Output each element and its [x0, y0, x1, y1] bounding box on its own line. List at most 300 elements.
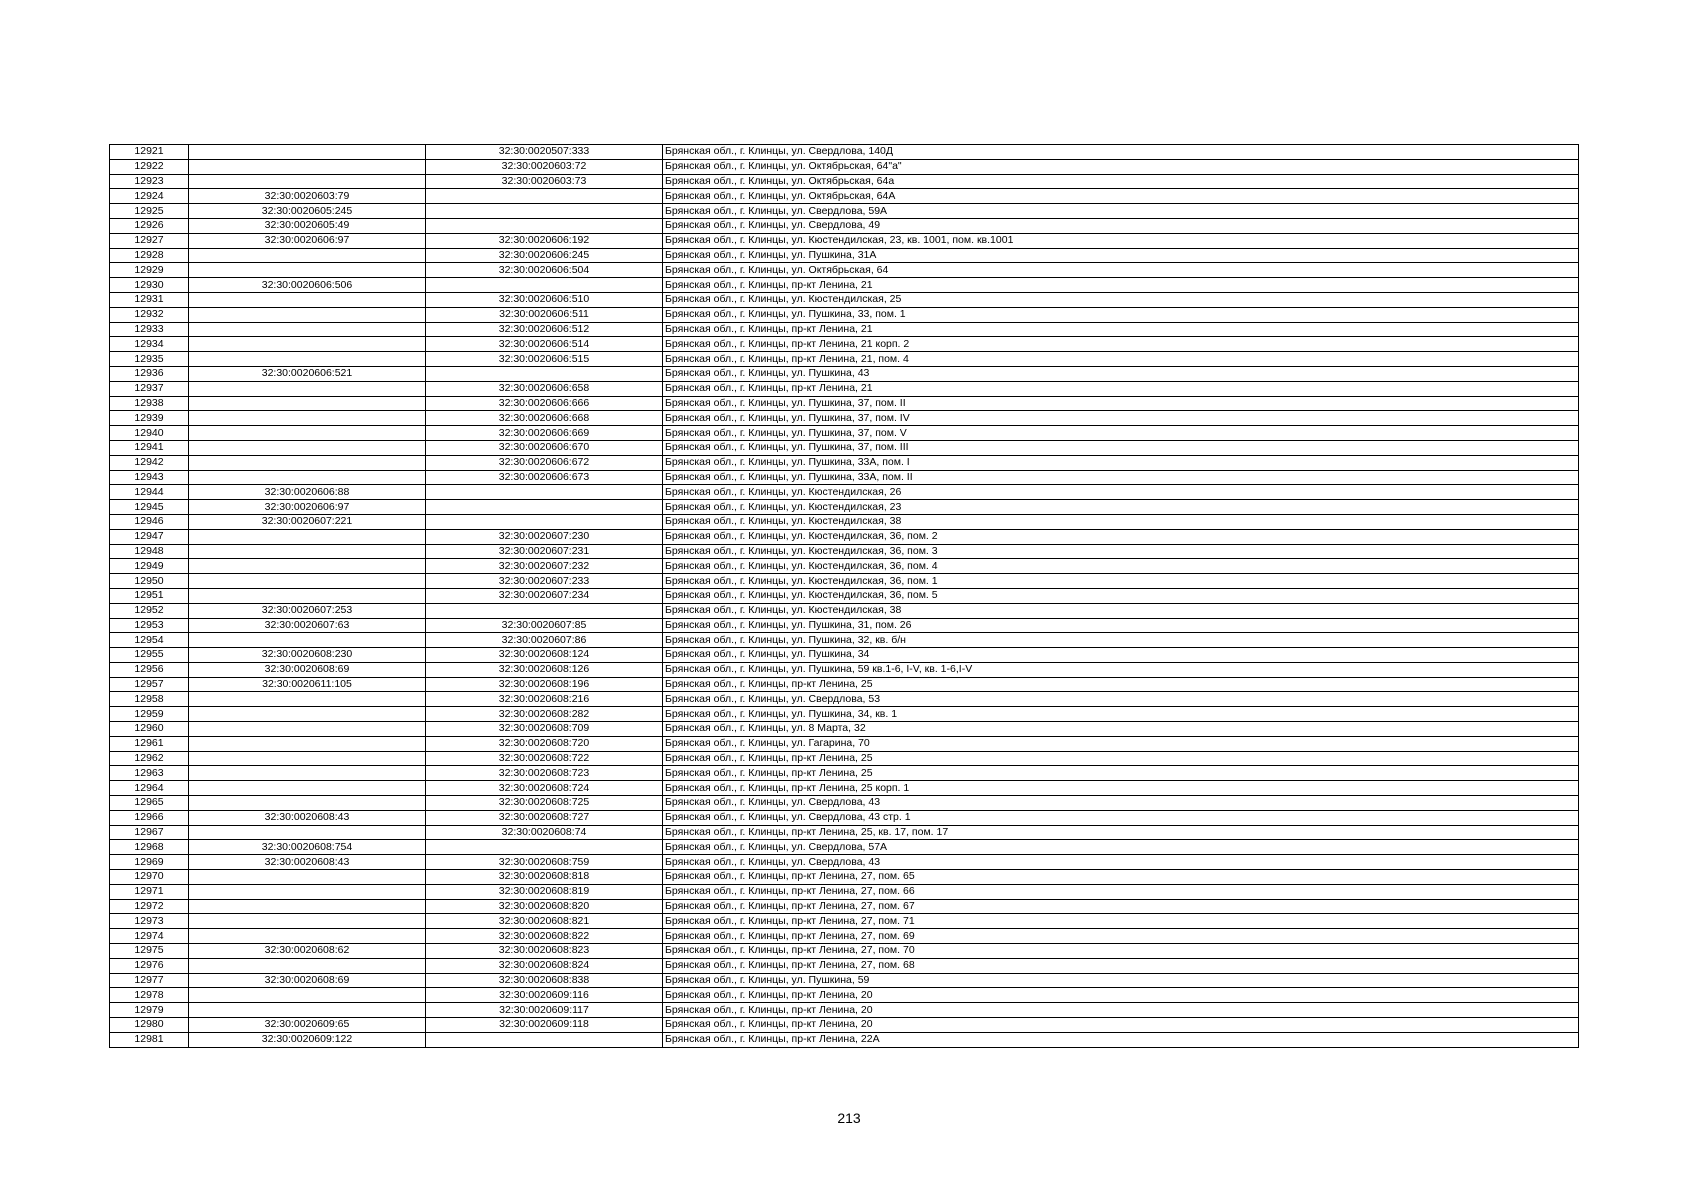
address-cell: Брянская обл., г. Клинцы, пр-кт Ленина, 27, пом. 67	[663, 899, 1579, 914]
cadastral-number-cell	[189, 263, 426, 278]
row-number-cell: 12927	[110, 233, 189, 248]
address-cell: Брянская обл., г. Клинцы, ул. Кюстендилская, 36, пом. 1	[663, 574, 1579, 589]
cadastral-number-cell: 32:30:0020611:105	[189, 677, 426, 692]
table-row	[110, 766, 1579, 781]
object-cadastral-number-cell: 32:30:0020607:85	[426, 618, 663, 633]
row-number-cell: 12958	[110, 692, 189, 707]
address-cell: Брянская обл., г. Клинцы, ул. Свердлова, 43 стр. 1	[663, 810, 1579, 825]
table-row	[110, 559, 1579, 574]
address-cell: Брянская обл., г. Клинцы, пр-кт Ленина, 27, пом. 68	[663, 958, 1579, 973]
row-number-cell: 12959	[110, 707, 189, 722]
table-row	[110, 736, 1579, 751]
table-row	[110, 263, 1579, 278]
object-cadastral-number-cell: 32:30:0020606:514	[426, 337, 663, 352]
cadastral-number-cell	[189, 307, 426, 322]
address-cell: Брянская обл., г. Клинцы, ул. Кюстендилская, 36, пом. 4	[663, 559, 1579, 574]
row-number-cell: 12921	[110, 145, 189, 160]
row-number-cell: 12951	[110, 588, 189, 603]
table-row	[110, 159, 1579, 174]
table-row	[110, 677, 1579, 692]
object-cadastral-number-cell: 32:30:0020608:724	[426, 781, 663, 796]
address-cell: Брянская обл., г. Клинцы, ул. 8 Марта, 32	[663, 722, 1579, 737]
object-cadastral-number-cell: 32:30:0020606:668	[426, 411, 663, 426]
table-row	[110, 944, 1579, 959]
registry-table	[109, 144, 1579, 1048]
address-cell: Брянская обл., г. Клинцы, ул. Пушкина, 31, пом. 26	[663, 618, 1579, 633]
object-cadastral-number-cell: 32:30:0020608:819	[426, 884, 663, 899]
table-row	[110, 544, 1579, 559]
cadastral-number-cell: 32:30:0020608:230	[189, 648, 426, 663]
cadastral-number-cell	[189, 559, 426, 574]
table-row	[110, 485, 1579, 500]
object-cadastral-number-cell: 32:30:0020607:86	[426, 633, 663, 648]
table-row	[110, 204, 1579, 219]
address-cell: Брянская обл., г. Клинцы, ул. Пушкина, 34, кв. 1	[663, 707, 1579, 722]
row-number-cell: 12934	[110, 337, 189, 352]
row-number-cell: 12938	[110, 396, 189, 411]
object-cadastral-number-cell: 32:30:0020608:823	[426, 944, 663, 959]
address-cell: Брянская обл., г. Клинцы, пр-кт Ленина, 21 корп. 2	[663, 337, 1579, 352]
cadastral-number-cell	[189, 574, 426, 589]
row-number-cell: 12935	[110, 352, 189, 367]
cadastral-number-cell	[189, 292, 426, 307]
row-number-cell: 12925	[110, 204, 189, 219]
address-cell: Брянская обл., г. Клинцы, ул. Свердлова, 57А	[663, 840, 1579, 855]
object-cadastral-number-cell	[426, 603, 663, 618]
table-row	[110, 781, 1579, 796]
cadastral-number-cell	[189, 322, 426, 337]
object-cadastral-number-cell: 32:30:0020608:124	[426, 648, 663, 663]
address-cell: Брянская обл., г. Клинцы, пр-кт Ленина, 21	[663, 278, 1579, 293]
object-cadastral-number-cell	[426, 366, 663, 381]
cadastral-number-cell	[189, 529, 426, 544]
row-number-cell: 12933	[110, 322, 189, 337]
cadastral-number-cell	[189, 145, 426, 160]
address-cell: Брянская обл., г. Клинцы, ул. Кюстендилская, 38	[663, 514, 1579, 529]
cadastral-number-cell: 32:30:0020606:506	[189, 278, 426, 293]
cadastral-number-cell	[189, 1003, 426, 1018]
address-cell: Брянская обл., г. Клинцы, ул. Пушкина, 34	[663, 648, 1579, 663]
table-row	[110, 988, 1579, 1003]
cadastral-number-cell	[189, 958, 426, 973]
table-row	[110, 470, 1579, 485]
row-number-cell: 12976	[110, 958, 189, 973]
cadastral-number-cell	[189, 825, 426, 840]
address-cell: Брянская обл., г. Клинцы, ул. Свердлова, 140Д	[663, 145, 1579, 160]
row-number-cell: 12929	[110, 263, 189, 278]
row-number-cell: 12967	[110, 825, 189, 840]
object-cadastral-number-cell: 32:30:0020608:725	[426, 796, 663, 811]
address-cell: Брянская обл., г. Клинцы, ул. Пушкина, 33, пом. 1	[663, 307, 1579, 322]
cadastral-number-cell: 32:30:0020606:521	[189, 366, 426, 381]
cadastral-number-cell	[189, 914, 426, 929]
object-cadastral-number-cell: 32:30:0020608:722	[426, 751, 663, 766]
row-number-cell: 12968	[110, 840, 189, 855]
table-row	[110, 529, 1579, 544]
cadastral-number-cell	[189, 440, 426, 455]
table-row	[110, 145, 1579, 160]
row-number-cell: 12950	[110, 574, 189, 589]
row-number-cell: 12948	[110, 544, 189, 559]
object-cadastral-number-cell: 32:30:0020606:504	[426, 263, 663, 278]
address-cell: Брянская обл., г. Клинцы, ул. Октябрьская, 64"а"	[663, 159, 1579, 174]
address-cell: Брянская обл., г. Клинцы, ул. Кюстендилская, 26	[663, 485, 1579, 500]
row-number-cell: 12930	[110, 278, 189, 293]
table-row	[110, 751, 1579, 766]
cadastral-number-cell: 32:30:0020608:43	[189, 855, 426, 870]
address-cell: Брянская обл., г. Клинцы, ул. Пушкина, 31А	[663, 248, 1579, 263]
address-cell: Брянская обл., г. Клинцы, пр-кт Ленина, 20	[663, 1003, 1579, 1018]
object-cadastral-number-cell: 32:30:0020606:192	[426, 233, 663, 248]
table-row	[110, 440, 1579, 455]
cadastral-number-cell: 32:30:0020607:253	[189, 603, 426, 618]
cadastral-number-cell	[189, 870, 426, 885]
cadastral-number-cell	[189, 248, 426, 263]
row-number-cell: 12973	[110, 914, 189, 929]
cadastral-number-cell: 32:30:0020608:69	[189, 973, 426, 988]
cadastral-number-cell	[189, 352, 426, 367]
object-cadastral-number-cell: 32:30:0020608:282	[426, 707, 663, 722]
cadastral-number-cell	[189, 544, 426, 559]
address-cell: Брянская обл., г. Клинцы, пр-кт Ленина, 27, пом. 70	[663, 944, 1579, 959]
cadastral-number-cell	[189, 411, 426, 426]
object-cadastral-number-cell	[426, 514, 663, 529]
table-row	[110, 233, 1579, 248]
object-cadastral-number-cell: 32:30:0020607:231	[426, 544, 663, 559]
row-number-cell: 12923	[110, 174, 189, 189]
cadastral-number-cell	[189, 337, 426, 352]
cadastral-number-cell	[189, 381, 426, 396]
row-number-cell: 12970	[110, 870, 189, 885]
object-cadastral-number-cell: 32:30:0020608:727	[426, 810, 663, 825]
table-row	[110, 588, 1579, 603]
table-row	[110, 722, 1579, 737]
address-cell: Брянская обл., г. Клинцы, ул. Пушкина, 33А, пом. I	[663, 455, 1579, 470]
table-row	[110, 825, 1579, 840]
address-cell: Брянская обл., г. Клинцы, пр-кт Ленина, 25, кв. 17, пом. 17	[663, 825, 1579, 840]
address-cell: Брянская обл., г. Клинцы, ул. Пушкина, 32, кв. б/н	[663, 633, 1579, 648]
row-number-cell: 12955	[110, 648, 189, 663]
address-cell: Брянская обл., г. Клинцы, ул. Свердлова, 53	[663, 692, 1579, 707]
object-cadastral-number-cell: 32:30:0020608:818	[426, 870, 663, 885]
address-cell: Брянская обл., г. Клинцы, пр-кт Ленина, 21	[663, 322, 1579, 337]
object-cadastral-number-cell: 32:30:0020606:673	[426, 470, 663, 485]
cadastral-number-cell: 32:30:0020606:97	[189, 233, 426, 248]
object-cadastral-number-cell	[426, 1032, 663, 1047]
address-cell: Брянская обл., г. Клинцы, ул. Кюстендилская, 25	[663, 292, 1579, 307]
row-number-cell: 12974	[110, 929, 189, 944]
row-number-cell: 12936	[110, 366, 189, 381]
table-row	[110, 692, 1579, 707]
object-cadastral-number-cell: 32:30:0020608:759	[426, 855, 663, 870]
object-cadastral-number-cell: 32:30:0020609:117	[426, 1003, 663, 1018]
cadastral-number-cell: 32:30:0020609:122	[189, 1032, 426, 1047]
row-number-cell: 12922	[110, 159, 189, 174]
cadastral-number-cell: 32:30:0020608:69	[189, 662, 426, 677]
row-number-cell: 12926	[110, 218, 189, 233]
table-row	[110, 855, 1579, 870]
row-number-cell: 12941	[110, 440, 189, 455]
object-cadastral-number-cell: 32:30:0020606:511	[426, 307, 663, 322]
object-cadastral-number-cell: 32:30:0020608:126	[426, 662, 663, 677]
address-cell: Брянская обл., г. Клинцы, пр-кт Ленина, 27, пом. 69	[663, 929, 1579, 944]
row-number-cell: 12937	[110, 381, 189, 396]
table-row	[110, 870, 1579, 885]
row-number-cell: 12960	[110, 722, 189, 737]
cadastral-number-cell	[189, 396, 426, 411]
row-number-cell: 12962	[110, 751, 189, 766]
address-cell: Брянская обл., г. Клинцы, ул. Кюстендилская, 23, кв. 1001, пом. кв.1001	[663, 233, 1579, 248]
address-cell: Брянская обл., г. Клинцы, пр-кт Ленина, 25 корп. 1	[663, 781, 1579, 796]
row-number-cell: 12964	[110, 781, 189, 796]
cadastral-number-cell: 32:30:0020607:63	[189, 618, 426, 633]
table-row	[110, 633, 1579, 648]
cadastral-number-cell: 32:30:0020609:65	[189, 1018, 426, 1033]
object-cadastral-number-cell: 32:30:0020607:230	[426, 529, 663, 544]
object-cadastral-number-cell: 32:30:0020608:720	[426, 736, 663, 751]
cadastral-number-cell	[189, 736, 426, 751]
row-number-cell: 12954	[110, 633, 189, 648]
object-cadastral-number-cell: 32:30:0020606:670	[426, 440, 663, 455]
address-cell: Брянская обл., г. Клинцы, ул. Октябрьская, 64а	[663, 174, 1579, 189]
table-row	[110, 899, 1579, 914]
row-number-cell: 12972	[110, 899, 189, 914]
page-number: 213	[837, 1110, 861, 1126]
row-number-cell: 12966	[110, 810, 189, 825]
cadastral-number-cell	[189, 455, 426, 470]
table-row	[110, 411, 1579, 426]
row-number-cell: 12944	[110, 485, 189, 500]
object-cadastral-number-cell: 32:30:0020606:672	[426, 455, 663, 470]
table-row	[110, 381, 1579, 396]
cadastral-number-cell	[189, 751, 426, 766]
cadastral-number-cell	[189, 722, 426, 737]
table-row	[110, 618, 1579, 633]
row-number-cell: 12939	[110, 411, 189, 426]
cadastral-number-cell	[189, 159, 426, 174]
address-cell: Брянская обл., г. Клинцы, ул. Октябрьская, 64	[663, 263, 1579, 278]
table-row	[110, 1018, 1579, 1033]
row-number-cell: 12981	[110, 1032, 189, 1047]
address-cell: Брянская обл., г. Клинцы, пр-кт Ленина, 20	[663, 988, 1579, 1003]
table-row	[110, 337, 1579, 352]
row-number-cell: 12961	[110, 736, 189, 751]
row-number-cell: 12924	[110, 189, 189, 204]
address-cell: Брянская обл., г. Клинцы, ул. Кюстендилская, 38	[663, 603, 1579, 618]
table-row	[110, 500, 1579, 515]
object-cadastral-number-cell: 32:30:0020606:658	[426, 381, 663, 396]
cadastral-number-cell	[189, 899, 426, 914]
table-row	[110, 514, 1579, 529]
address-cell: Брянская обл., г. Клинцы, пр-кт Ленина, 21	[663, 381, 1579, 396]
row-number-cell: 12979	[110, 1003, 189, 1018]
cadastral-number-cell	[189, 781, 426, 796]
address-cell: Брянская обл., г. Клинцы, пр-кт Ленина, 25	[663, 766, 1579, 781]
address-cell: Брянская обл., г. Клинцы, ул. Кюстендилская, 23	[663, 500, 1579, 515]
row-number-cell: 12963	[110, 766, 189, 781]
object-cadastral-number-cell: 32:30:0020603:73	[426, 174, 663, 189]
object-cadastral-number-cell	[426, 485, 663, 500]
row-number-cell: 12971	[110, 884, 189, 899]
address-cell: Брянская обл., г. Клинцы, пр-кт Ленина, 25	[663, 751, 1579, 766]
table-row	[110, 973, 1579, 988]
cadastral-number-cell	[189, 633, 426, 648]
row-number-cell: 12957	[110, 677, 189, 692]
cadastral-number-cell: 32:30:0020605:245	[189, 204, 426, 219]
table-row	[110, 278, 1579, 293]
object-cadastral-number-cell: 32:30:0020607:232	[426, 559, 663, 574]
object-cadastral-number-cell: 32:30:0020608:723	[426, 766, 663, 781]
registry-table-body	[110, 145, 1579, 1048]
row-number-cell: 12928	[110, 248, 189, 263]
table-row	[110, 248, 1579, 263]
table-row	[110, 426, 1579, 441]
object-cadastral-number-cell: 32:30:0020606:510	[426, 292, 663, 307]
row-number-cell: 12978	[110, 988, 189, 1003]
cadastral-number-cell	[189, 796, 426, 811]
table-row	[110, 810, 1579, 825]
row-number-cell: 12975	[110, 944, 189, 959]
object-cadastral-number-cell: 32:30:0020607:233	[426, 574, 663, 589]
address-cell: Брянская обл., г. Клинцы, ул. Гагарина, 70	[663, 736, 1579, 751]
object-cadastral-number-cell: 32:30:0020608:821	[426, 914, 663, 929]
object-cadastral-number-cell: 32:30:0020606:515	[426, 352, 663, 367]
object-cadastral-number-cell: 32:30:0020606:512	[426, 322, 663, 337]
address-cell: Брянская обл., г. Клинцы, ул. Кюстендилская, 36, пом. 3	[663, 544, 1579, 559]
cadastral-number-cell	[189, 884, 426, 899]
address-cell: Брянская обл., г. Клинцы, ул. Пушкина, 59	[663, 973, 1579, 988]
address-cell: Брянская обл., г. Клинцы, ул. Свердлова, 43	[663, 796, 1579, 811]
row-number-cell: 12942	[110, 455, 189, 470]
cadastral-number-cell: 32:30:0020607:221	[189, 514, 426, 529]
row-number-cell: 12969	[110, 855, 189, 870]
cadastral-number-cell: 32:30:0020605:49	[189, 218, 426, 233]
table-row	[110, 292, 1579, 307]
table-row	[110, 958, 1579, 973]
table-row	[110, 662, 1579, 677]
row-number-cell: 12940	[110, 426, 189, 441]
cadastral-number-cell	[189, 929, 426, 944]
row-number-cell: 12977	[110, 973, 189, 988]
table-row	[110, 396, 1579, 411]
address-cell: Брянская обл., г. Клинцы, ул. Свердлова, 49	[663, 218, 1579, 233]
object-cadastral-number-cell: 32:30:0020608:820	[426, 899, 663, 914]
table-row	[110, 322, 1579, 337]
row-number-cell: 12965	[110, 796, 189, 811]
object-cadastral-number-cell	[426, 840, 663, 855]
row-number-cell: 12943	[110, 470, 189, 485]
cadastral-number-cell: 32:30:0020606:88	[189, 485, 426, 500]
address-cell: Брянская обл., г. Клинцы, пр-кт Ленина, 27, пом. 66	[663, 884, 1579, 899]
object-cadastral-number-cell	[426, 278, 663, 293]
cadastral-number-cell: 32:30:0020603:79	[189, 189, 426, 204]
object-cadastral-number-cell: 32:30:0020608:74	[426, 825, 663, 840]
cadastral-number-cell: 32:30:0020608:754	[189, 840, 426, 855]
object-cadastral-number-cell: 32:30:0020608:838	[426, 973, 663, 988]
table-row	[110, 840, 1579, 855]
table-row	[110, 884, 1579, 899]
cadastral-number-cell	[189, 988, 426, 1003]
address-cell: Брянская обл., г. Клинцы, ул. Кюстендилская, 36, пом. 2	[663, 529, 1579, 544]
object-cadastral-number-cell: 32:30:0020608:824	[426, 958, 663, 973]
object-cadastral-number-cell: 32:30:0020609:118	[426, 1018, 663, 1033]
object-cadastral-number-cell: 32:30:0020608:196	[426, 677, 663, 692]
object-cadastral-number-cell: 32:30:0020609:116	[426, 988, 663, 1003]
row-number-cell: 12952	[110, 603, 189, 618]
table-row	[110, 648, 1579, 663]
row-number-cell: 12980	[110, 1018, 189, 1033]
row-number-cell: 12949	[110, 559, 189, 574]
cadastral-number-cell: 32:30:0020608:43	[189, 810, 426, 825]
cadastral-number-cell	[189, 174, 426, 189]
cadastral-number-cell	[189, 588, 426, 603]
table-row	[110, 1032, 1579, 1047]
table-row	[110, 218, 1579, 233]
address-cell: Брянская обл., г. Клинцы, ул. Октябрьская, 64А	[663, 189, 1579, 204]
table-row	[110, 1003, 1579, 1018]
address-cell: Брянская обл., г. Клинцы, пр-кт Ленина, 20	[663, 1018, 1579, 1033]
table-row	[110, 307, 1579, 322]
object-cadastral-number-cell	[426, 218, 663, 233]
address-cell: Брянская обл., г. Клинцы, пр-кт Ленина, 25	[663, 677, 1579, 692]
object-cadastral-number-cell: 32:30:0020603:72	[426, 159, 663, 174]
table-row	[110, 796, 1579, 811]
address-cell: Брянская обл., г. Клинцы, ул. Пушкина, 37, пом. IV	[663, 411, 1579, 426]
address-cell: Брянская обл., г. Клинцы, ул. Свердлова, 43	[663, 855, 1579, 870]
object-cadastral-number-cell: 32:30:0020608:822	[426, 929, 663, 944]
row-number-cell: 12953	[110, 618, 189, 633]
address-cell: Брянская обл., г. Клинцы, ул. Пушкина, 59 кв.1-6, I-V, кв. 1-6,I-V	[663, 662, 1579, 677]
object-cadastral-number-cell: 32:30:0020606:666	[426, 396, 663, 411]
row-number-cell: 12931	[110, 292, 189, 307]
object-cadastral-number-cell: 32:30:0020606:245	[426, 248, 663, 263]
address-cell: Брянская обл., г. Клинцы, ул. Свердлова, 59А	[663, 204, 1579, 219]
object-cadastral-number-cell: 32:30:0020507:333	[426, 145, 663, 160]
address-cell: Брянская обл., г. Клинцы, пр-кт Ленина, 27, пом. 65	[663, 870, 1579, 885]
table-row	[110, 174, 1579, 189]
object-cadastral-number-cell: 32:30:0020606:669	[426, 426, 663, 441]
object-cadastral-number-cell	[426, 500, 663, 515]
table-row	[110, 455, 1579, 470]
object-cadastral-number-cell	[426, 204, 663, 219]
address-cell: Брянская обл., г. Клинцы, ул. Пушкина, 37, пом. V	[663, 426, 1579, 441]
table-row	[110, 352, 1579, 367]
table-row	[110, 574, 1579, 589]
row-number-cell: 12932	[110, 307, 189, 322]
address-cell: Брянская обл., г. Клинцы, пр-кт Ленина, 21, пом. 4	[663, 352, 1579, 367]
address-cell: Брянская обл., г. Клинцы, ул. Кюстендилская, 36, пом. 5	[663, 588, 1579, 603]
cadastral-number-cell	[189, 692, 426, 707]
table-row	[110, 707, 1579, 722]
cadastral-number-cell	[189, 470, 426, 485]
row-number-cell: 12956	[110, 662, 189, 677]
address-cell: Брянская обл., г. Клинцы, пр-кт Ленина, 27, пом. 71	[663, 914, 1579, 929]
table-row	[110, 914, 1579, 929]
cadastral-number-cell: 32:30:0020606:97	[189, 500, 426, 515]
table-row	[110, 603, 1579, 618]
table-row	[110, 929, 1579, 944]
row-number-cell: 12946	[110, 514, 189, 529]
address-cell: Брянская обл., г. Клинцы, пр-кт Ленина, 22А	[663, 1032, 1579, 1047]
cadastral-number-cell	[189, 426, 426, 441]
table-row	[110, 189, 1579, 204]
address-cell: Брянская обл., г. Клинцы, ул. Пушкина, 33А, пом. II	[663, 470, 1579, 485]
object-cadastral-number-cell: 32:30:0020608:709	[426, 722, 663, 737]
object-cadastral-number-cell	[426, 189, 663, 204]
object-cadastral-number-cell: 32:30:0020607:234	[426, 588, 663, 603]
address-cell: Брянская обл., г. Клинцы, ул. Пушкина, 37, пом. III	[663, 440, 1579, 455]
row-number-cell: 12947	[110, 529, 189, 544]
